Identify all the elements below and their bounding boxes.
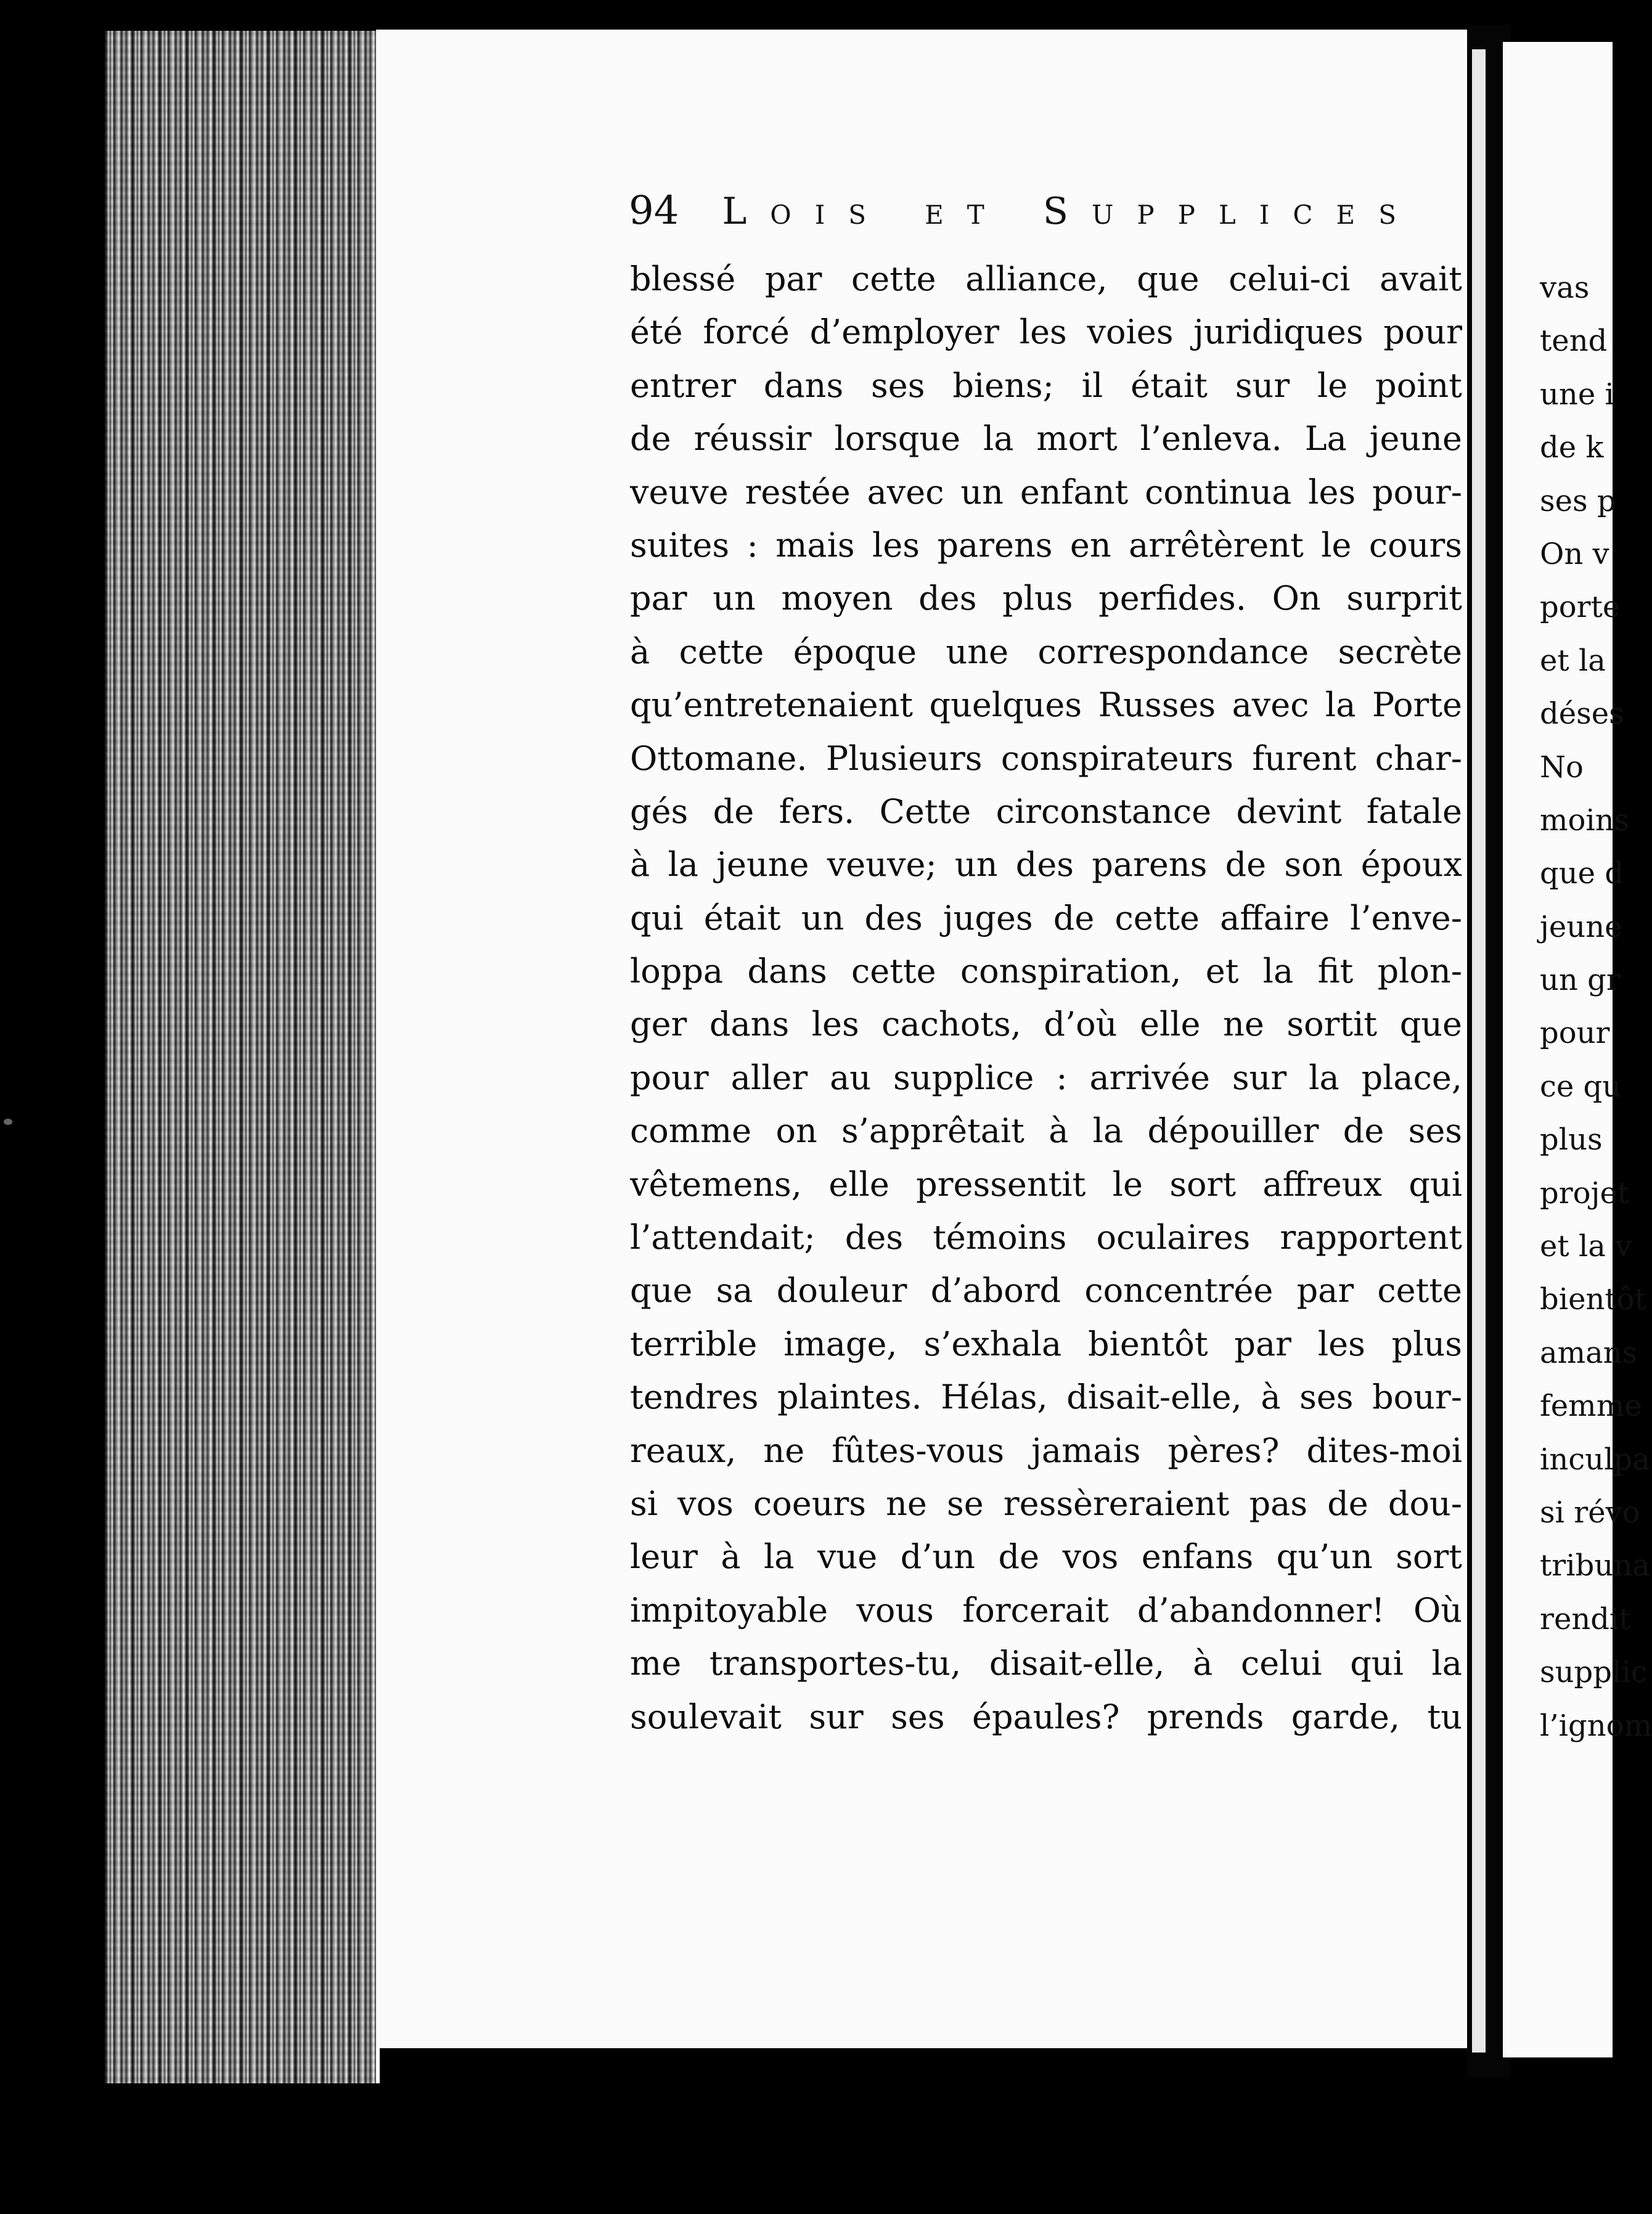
facing-text-line: l’ignom	[1540, 1708, 1652, 1743]
facing-text-line: pour	[1540, 1016, 1610, 1051]
text-line: reaux, ne fûtes-vous jamais pères? dites-moi	[630, 1431, 1462, 1470]
text-line: qui était un des juges de cette affaire l’enve-	[630, 898, 1462, 937]
facing-text-line: supplic	[1540, 1655, 1648, 1690]
facing-text-line: plus	[1540, 1122, 1603, 1158]
text-line: entrer dans ses biens; il était sur le point	[630, 366, 1462, 405]
text-line: à cette époque une correspondance secrète	[630, 632, 1462, 671]
text-line: soulevait sur ses épaules? prends garde, tu	[630, 1697, 1462, 1736]
text-line: me transportes-tu, disait-elle, à celui qui la	[630, 1644, 1462, 1683]
facing-text-line: un gr	[1540, 963, 1621, 998]
text-line: par un moyen des plus perfides. On surprit	[630, 579, 1462, 618]
facing-text-line: de k	[1540, 430, 1604, 465]
facing-text-line: que d	[1540, 856, 1624, 891]
facing-text-line: projet	[1540, 1175, 1630, 1211]
text-line: été forcé d’employer les voies juridiques pour	[630, 312, 1462, 352]
text-line: que sa douleur d’abord concentrée par cette	[630, 1271, 1462, 1310]
text-line: veuve restée avec un enfant continua les pour-	[630, 472, 1462, 512]
facing-text-line: amans	[1540, 1335, 1638, 1370]
facing-text-line: No	[1540, 750, 1584, 785]
facing-page-text	[1540, 261, 1652, 1752]
facing-text-line: et la v	[1540, 1229, 1632, 1264]
running-head	[629, 188, 1420, 256]
text-line: si vos coeurs ne se ressèreraient pas de dou-	[630, 1484, 1462, 1523]
running-title: Lois et Supplices	[722, 190, 1420, 233]
text-line: à la jeune veuve; un des parens de son époux	[630, 845, 1462, 884]
facing-text-line: jeune	[1540, 909, 1622, 944]
facing-text-line: et la	[1540, 643, 1606, 678]
text-line: comme on s’apprêtait à la dépouiller de ses	[630, 1111, 1462, 1151]
text-line: pour aller au supplice : arrivée sur la place,	[630, 1058, 1462, 1097]
text-line: impitoyable vous forcerait d’abandonner! Où	[630, 1590, 1462, 1630]
facing-text-line: vas	[1540, 271, 1590, 305]
facing-text-line: bientôt	[1540, 1282, 1646, 1317]
gutter-strip	[1472, 49, 1486, 2053]
facing-text-line: On v	[1540, 536, 1609, 571]
facing-text-line: si révo	[1540, 1495, 1640, 1530]
facing-text-line: tend	[1540, 324, 1608, 359]
text-line: leur à la vue d’un de vos enfans qu’un sort	[630, 1537, 1462, 1577]
text-line: l’attendait; des témoins oculaires rapportent	[630, 1218, 1462, 1257]
text-line: terrible image, s’exhala bientôt par les plus	[630, 1324, 1462, 1363]
page-edges	[105, 31, 380, 2083]
facing-text-line: femme	[1540, 1389, 1642, 1424]
page-number: 94	[629, 188, 679, 234]
scan-speck	[4, 1119, 12, 1125]
text-line: ger dans les cachots, d’où elle ne sortit que	[630, 1005, 1462, 1044]
text-line: Ottomane. Plusieurs conspirateurs furent char-	[630, 738, 1462, 778]
facing-text-line: porte	[1540, 590, 1621, 625]
body-text	[630, 253, 1462, 1744]
facing-text-line: ses p	[1540, 483, 1616, 518]
facing-text-line: rendit	[1540, 1601, 1631, 1636]
facing-text-line: tribuna	[1540, 1548, 1650, 1583]
facing-text-line: inculpa	[1540, 1442, 1650, 1477]
facing-text-line: ce qu	[1540, 1069, 1622, 1104]
facing-page	[1503, 42, 1652, 2057]
text-line: loppa dans cette conspiration, et la fit plon-	[630, 952, 1462, 991]
text-line: vêtemens, elle pressentit le sort affreux qui	[630, 1164, 1462, 1204]
text-line: qu’entretenaient quelques Russes avec la Porte	[630, 685, 1462, 725]
text-line: tendres plaintes. Hélas, disait-elle, à ses bour-	[630, 1378, 1462, 1417]
text-line: blessé par cette alliance, que celui-ci avait	[630, 259, 1462, 298]
text-line: gés de fers. Cette circonstance devint fatale	[630, 791, 1462, 831]
facing-text-line: moins	[1540, 803, 1630, 838]
facing-text-line: déses	[1540, 696, 1624, 732]
text-line: de réussir lorsque la mort l’enleva. La jeune	[630, 419, 1462, 459]
facing-text-line: une i	[1540, 377, 1614, 412]
text-line: suites : mais les parens en arrêtèrent le cours	[630, 525, 1462, 565]
